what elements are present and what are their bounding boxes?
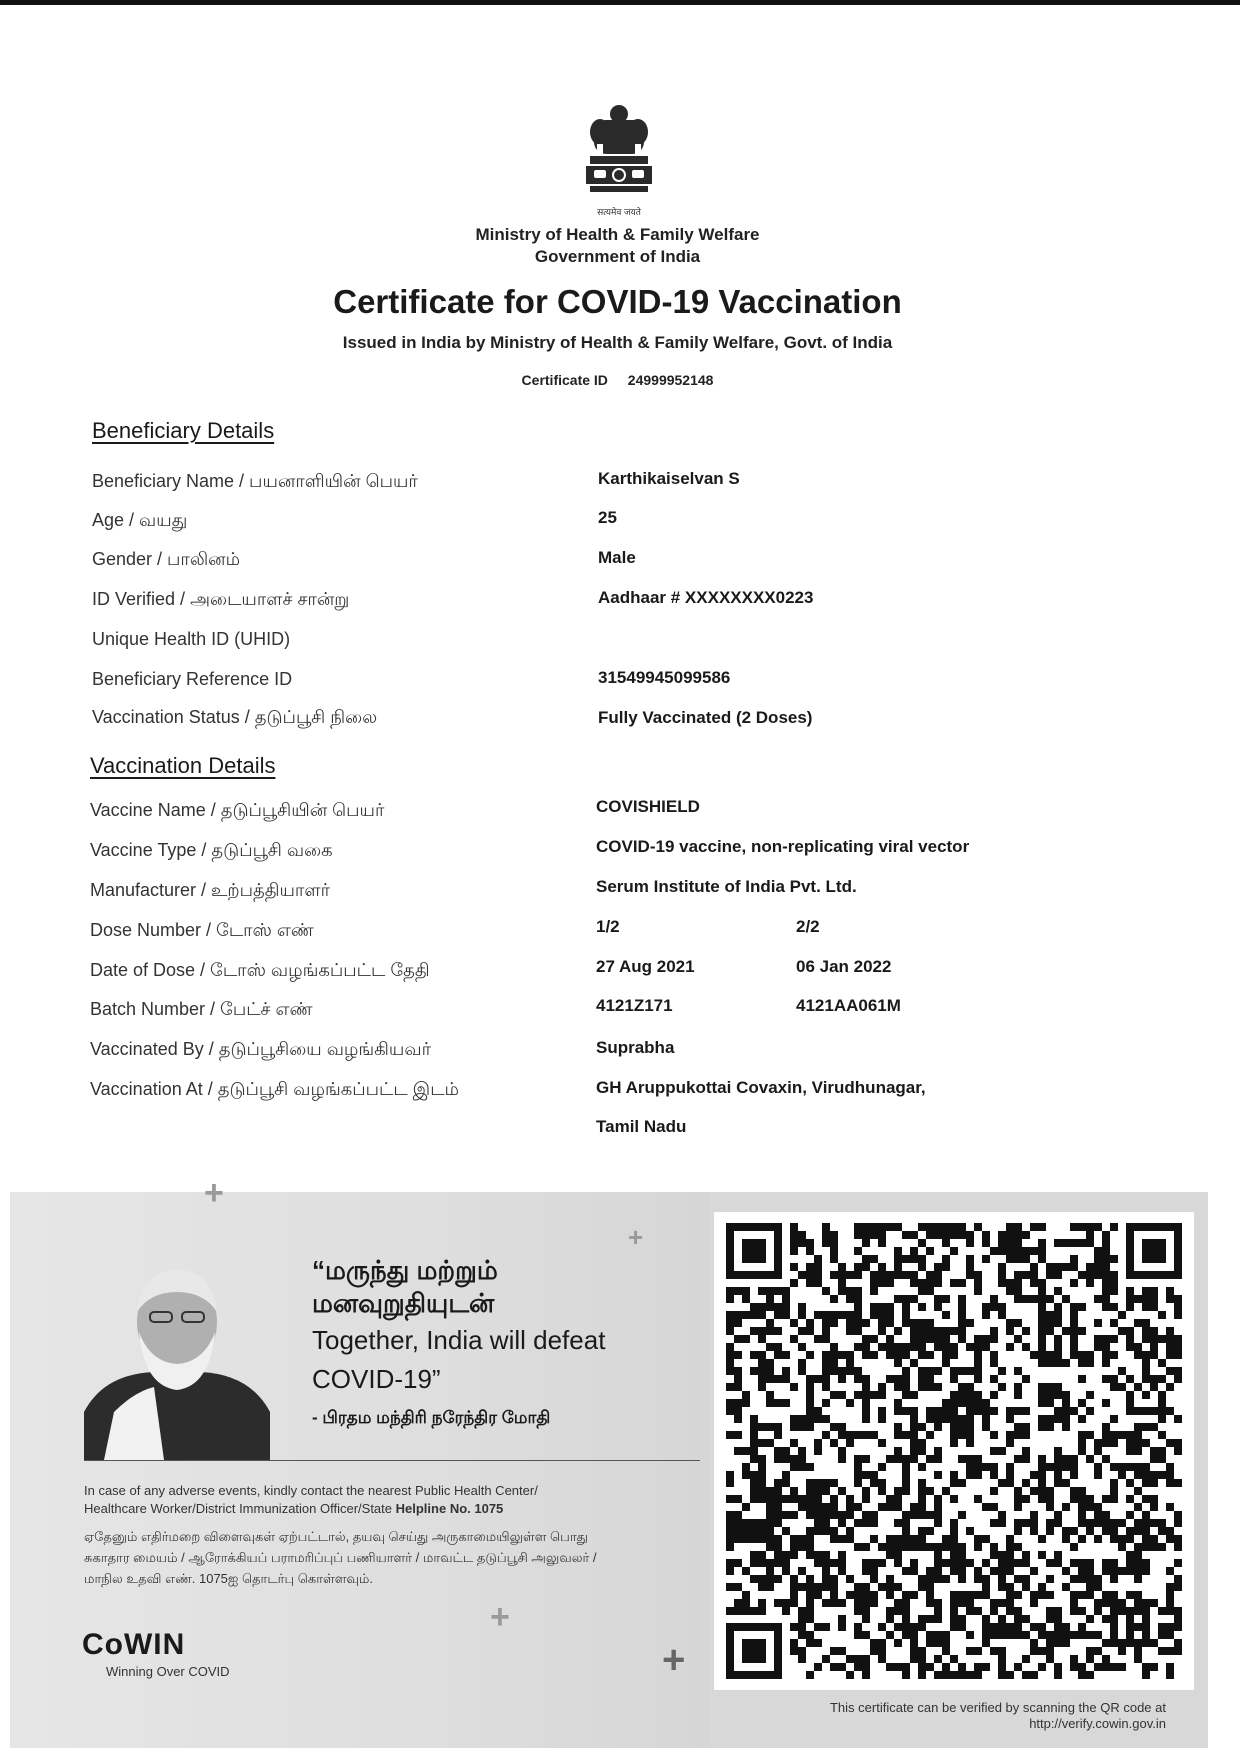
vaccinated-by-label: Vaccinated By / தடுப்பூசியை வழங்கியவர் — [90, 1039, 431, 1059]
certificate-id — [0, 372, 1235, 388]
cowin-tagline: Winning Over COVID — [106, 1664, 230, 1679]
dose-number-label: Dose Number / டோஸ் எண் — [90, 920, 314, 940]
adverse-ta-line-1: ஏதேனும் எதிர்மறை விளைவுகள் ஏற்பட்டால், தயவு செய்து அருகாமையிலுள்ள பொது — [84, 1529, 588, 1544]
verification-qr-code — [726, 1223, 1182, 1679]
quote-english-line-1: Together, India will defeat — [312, 1325, 606, 1355]
manufacturer-label: Manufacturer / உற்பத்தியாளர் — [90, 880, 330, 900]
vaccination-status-label: Vaccination Status / தடுப்பூசி நிலை — [92, 707, 378, 727]
vaccination-status-value: Fully Vaccinated (2 Doses) — [598, 708, 813, 727]
plus-decoration-icon: + — [490, 1598, 510, 1636]
id-verified-value: Aadhaar # XXXXXXXX0223 — [598, 588, 814, 607]
verification-note — [700, 1700, 1166, 1732]
vaccine-name-label: Vaccine Name / தடுப்பூசியின் பெயர் — [90, 800, 385, 820]
vaccine-name-value: COVISHIELD — [596, 797, 700, 816]
government-name: Government of India — [534, 247, 701, 266]
dose-number-value-2: 2/2 — [796, 917, 820, 936]
certificate-id-value: 24999952148 — [627, 372, 714, 388]
manufacturer-value: Serum Institute of India Pvt. Ltd. — [596, 877, 857, 896]
certificate-title: Certificate for COVID-19 Vaccination — [333, 283, 902, 320]
certificate-subtitle: Issued in India by Ministry of Health & Family Welfare, Govt. of India — [342, 333, 893, 352]
vaccination-details-heading: Vaccination Details — [90, 753, 276, 778]
date-of-dose-value: 27 Aug 2021 — [596, 957, 695, 976]
adverse-en-line-2 — [84, 1500, 684, 1518]
certificate-id-label: Certificate ID — [521, 372, 608, 388]
adverse-events-tamil — [84, 1526, 684, 1589]
verify-url: http://verify.cowin.gov.in — [1029, 1716, 1166, 1731]
batch-number-value: 4121Z171 — [596, 996, 673, 1015]
batch-number-label: Batch Number / பேட்ச் எண் — [90, 999, 313, 1019]
beneficiary-reference-id-value: 31549945099586 — [598, 668, 731, 687]
date-of-dose-label: Date of Dose / டோஸ் வழங்கப்பட்ட தேதி — [90, 960, 430, 980]
adverse-ta-line-3: மாநில உதவி எண். 1075ஐ தொடர்பு கொள்ளவும். — [84, 1571, 373, 1586]
verify-line-1: This certificate can be verified by scanning the QR code at — [829, 1700, 1166, 1715]
vaccine-type-label: Vaccine Type / தடுப்பூசி வகை — [90, 840, 333, 860]
adverse-en-line-2-text: Healthcare Worker/District Immunization Officer/State — [84, 1501, 393, 1516]
adverse-en-line-1: In case of any adverse events, kindly contact the nearest Public Health Center/ — [84, 1483, 538, 1498]
top-scan-edge — [0, 0, 1240, 5]
beneficiary-details-heading: Beneficiary Details — [92, 418, 275, 443]
beneficiary-reference-id-label: Beneficiary Reference ID — [92, 669, 293, 689]
gender-label: Gender / பாலினம் — [92, 549, 241, 569]
gender-value: Male — [598, 548, 636, 567]
age-label: Age / வயது — [92, 510, 188, 530]
adverse-ta-line-2: சுகாதார மையம் / ஆரோக்கியப் பராமரிப்புப் பணியாளர் / மாவட்ட தடுப்பூசி அலுவலர் / — [84, 1550, 597, 1565]
ministry-name: Ministry of Health & Family Welfare — [475, 225, 760, 244]
quote-tamil-line-2: மனவுறுதியுடன் — [312, 1288, 495, 1318]
prime-minister-portrait — [84, 1262, 270, 1460]
batch-number-value-2: 4121AA061M — [796, 996, 901, 1015]
id-verified-label: ID Verified / அடையாளச் சான்று — [92, 589, 350, 609]
qr-code-panel — [714, 1212, 1194, 1690]
helpline-number: Helpline No. 1075 — [395, 1501, 504, 1516]
adverse-events-english — [84, 1482, 684, 1518]
date-of-dose-value-2: 06 Jan 2022 — [796, 957, 892, 976]
cowin-logo: CoWIN — [82, 1628, 186, 1661]
beneficiary-name-value: Karthikaiselvan S — [598, 469, 740, 488]
quote-text — [312, 1254, 712, 1396]
age-value: 25 — [598, 508, 617, 527]
ministry-header — [0, 224, 1235, 268]
beneficiary-name-label: Beneficiary Name / பயனாளியின் பெயர் — [92, 471, 418, 491]
vaccinated-by-value: Suprabha — [596, 1038, 675, 1057]
plus-decoration-icon: + — [662, 1638, 686, 1682]
quote-tamil-line-1: “மருந்து மற்றும் — [312, 1255, 498, 1285]
plus-decoration-icon: + — [628, 1222, 644, 1252]
vaccination-at-label: Vaccination At / தடுப்பூசி வழங்கப்பட்ட இடம் — [90, 1079, 459, 1099]
plus-decoration-icon: + — [204, 1174, 224, 1212]
emblem-motto: सत्यमेव जयते — [597, 207, 641, 217]
vaccine-type-value: COVID-19 vaccine, non-replicating viral vector — [596, 837, 970, 856]
pm-signature: - பிரதம மந்திரி நரேந்திர மோதி — [312, 1408, 551, 1427]
quote-english-line-2: COVID-19” — [312, 1364, 441, 1394]
national-emblem-icon — [580, 104, 658, 218]
vaccination-at-value-line2: Tamil Nadu — [596, 1117, 687, 1136]
vaccination-at-value: GH Aruppukottai Covaxin, Virudhunagar, — [596, 1078, 926, 1097]
uhid-label: Unique Health ID (UHID) — [92, 629, 291, 649]
banner-divider — [84, 1460, 700, 1461]
dose-number-value: 1/2 — [596, 917, 620, 936]
